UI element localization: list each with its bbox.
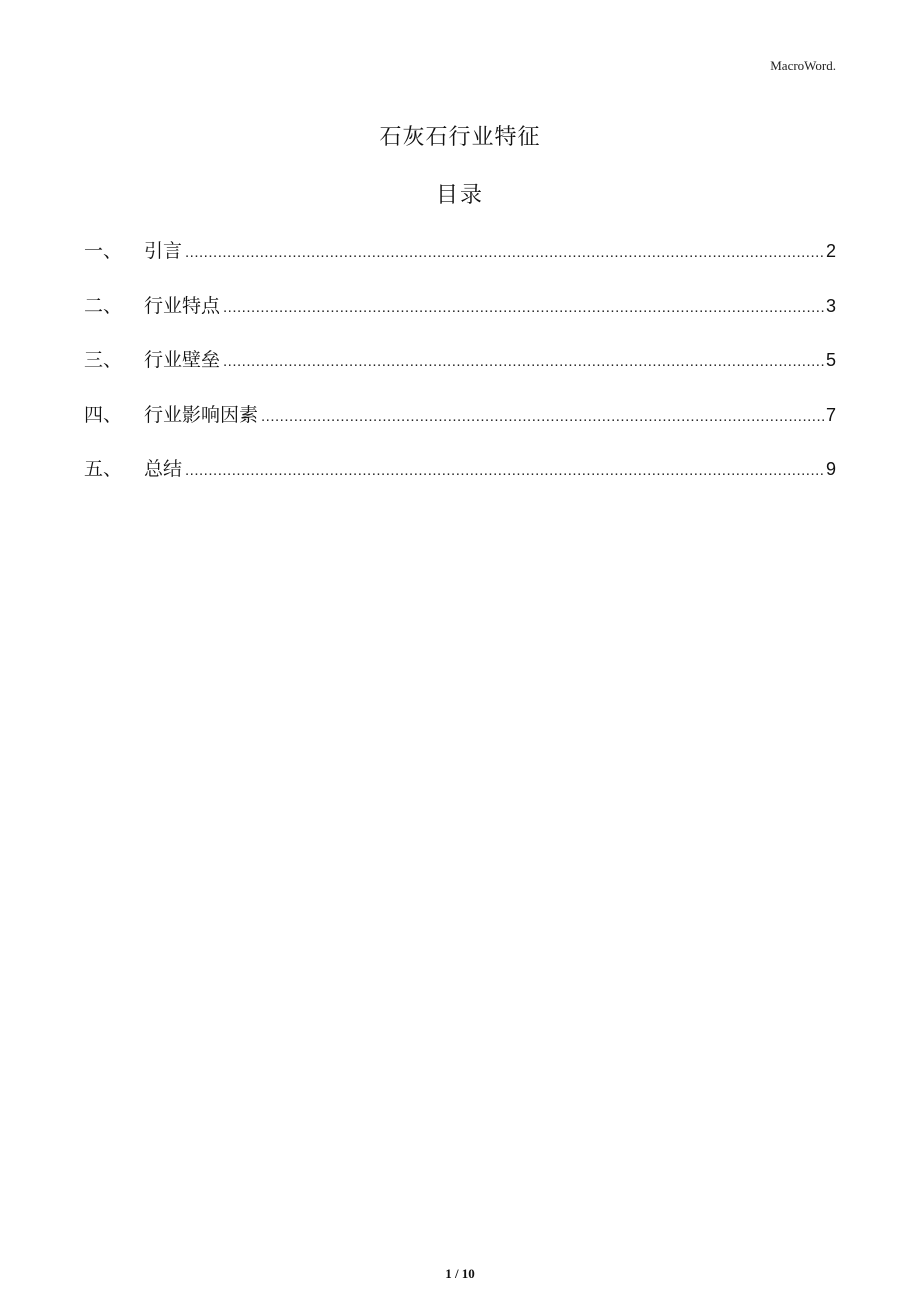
toc-dot-leader <box>223 353 824 370</box>
page-indicator: 1 / 10 <box>445 1266 475 1281</box>
toc-entry-title: 行业特点 <box>144 294 221 317</box>
document-title: 石灰石行业特征 <box>379 125 541 150</box>
toc-entry-page: 7 <box>825 404 836 425</box>
toc-entry-industry-barriers[interactable] <box>84 345 836 375</box>
toc-entry-number: 二、 <box>84 294 123 317</box>
toc-entry-number: 五、 <box>84 458 123 480</box>
table-of-contents <box>84 236 836 509</box>
toc-entry-page: 3 <box>825 295 836 316</box>
toc-entry-title: 引言 <box>144 240 183 262</box>
toc-dot-leader <box>185 244 824 261</box>
toc-entry-title: 总结 <box>144 458 183 480</box>
toc-entry-number: 三、 <box>84 349 123 371</box>
toc-entry-number: 四、 <box>84 403 123 426</box>
toc-dot-leader <box>185 462 824 479</box>
toc-entry-influencing-factors[interactable] <box>84 400 836 430</box>
toc-entry-industry-features[interactable] <box>84 291 836 321</box>
toc-dot-leader <box>261 408 824 425</box>
toc-entry-introduction[interactable] <box>84 236 836 266</box>
toc-entry-page: 5 <box>825 350 836 370</box>
toc-entry-number: 一、 <box>84 240 123 262</box>
toc-entry-page: 2 <box>825 241 836 261</box>
header-brand: MacroWord. <box>770 58 836 73</box>
toc-entry-title: 行业影响因素 <box>144 403 259 426</box>
toc-entry-title: 行业壁垒 <box>144 349 221 371</box>
toc-entry-summary[interactable] <box>84 454 836 484</box>
toc-heading: 目录 <box>435 183 484 208</box>
toc-entry-page: 9 <box>825 459 836 479</box>
toc-dot-leader <box>223 299 824 316</box>
